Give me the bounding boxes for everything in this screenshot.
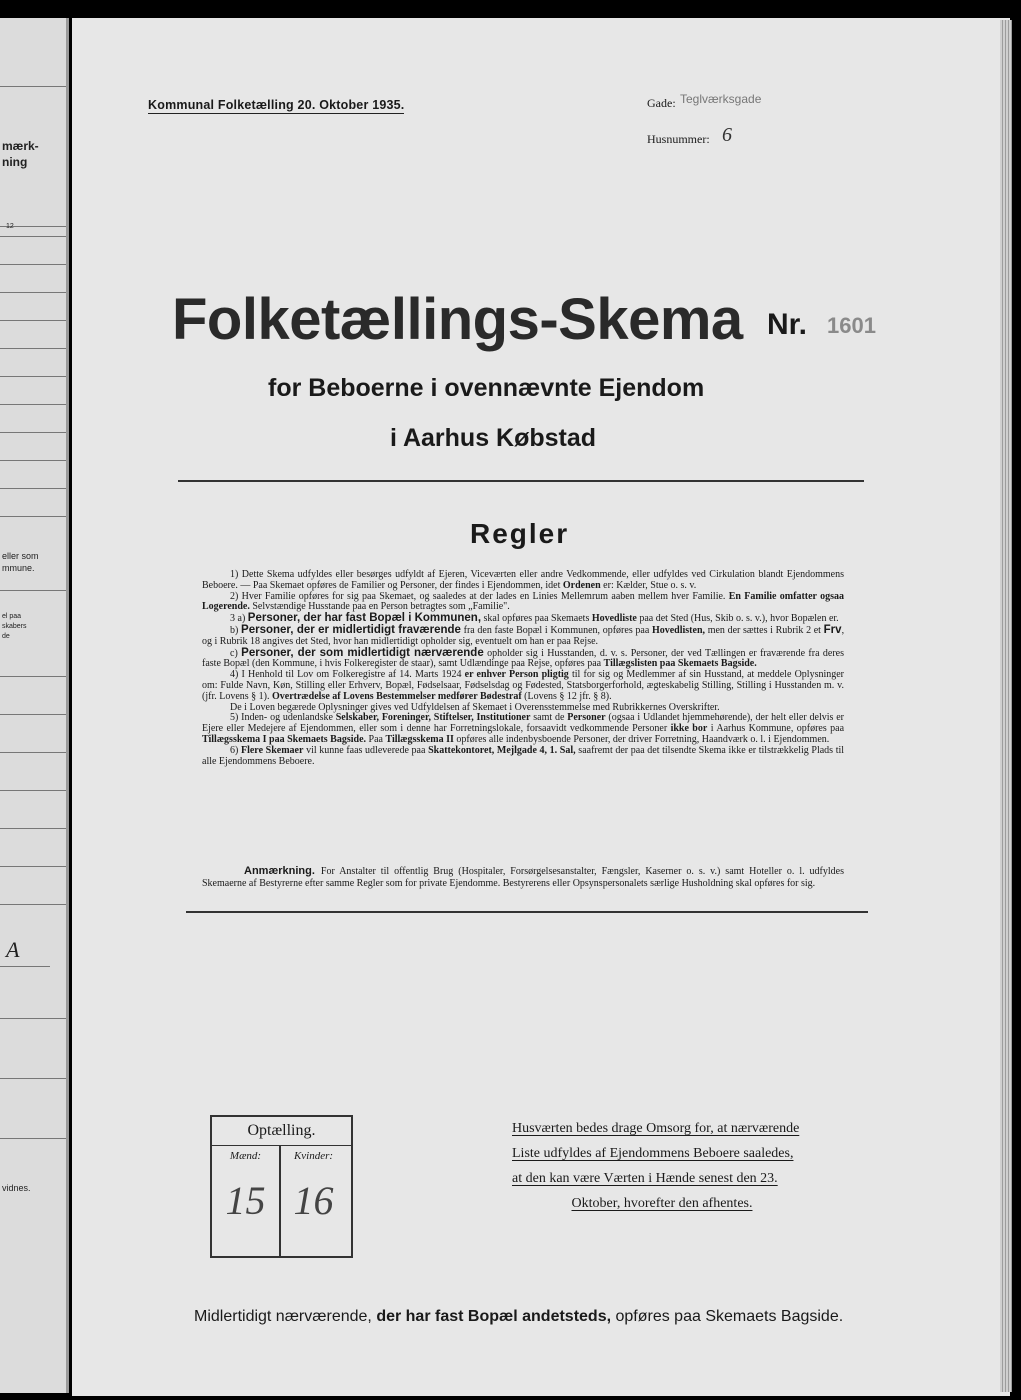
left-page-fragment: skabers	[2, 623, 27, 630]
landlord-notice	[512, 1116, 852, 1216]
women-count: 16	[293, 1178, 334, 1223]
rule-6: 6) Flere Skemaer vil kunne faas udleverede paa Skattekontoret, Mejlgade 4, 1. Sal, saafremt der paa det tilsendte Skema ikke er tilstrækkelig Plads til alle Ejendommens Beboere.	[202, 744, 845, 767]
left-page-fragment: vidnes.	[2, 1183, 31, 1193]
men-count: 15	[225, 1178, 266, 1223]
rule-3b: b) Personer, der er midlertidigt fraværende fra den faste Bopæl i Kommunen, opføres paa Hovedlisten, men der sættes i Rubrik 2 et Frv, og i Rubrik 18 angives det Sted, hvor han midlertidigt opholder sig, eventuelt om han er paa Rejse.	[202, 623, 845, 647]
left-page-rule	[0, 714, 66, 715]
rule-4-sub: De i Loven begærede Oplysninger gives ved Udfyldelsen af Skemaet i Overensstemmelse med Rubrikkernes Overskrifter.	[230, 701, 720, 713]
rules-body	[202, 570, 844, 767]
left-facing-page	[0, 18, 69, 1393]
left-page-rule	[0, 1138, 66, 1139]
left-page-fragment: mærk-	[2, 139, 39, 153]
rule-3c: c) Personer, der som midlertidigt nærværende opholder sig i Husstanden, d. v. s. Personer, der ved Tællingen er fraværende fra deres faste Bopæl (den Kommune, i hvis Folkeregister de staar), samt Udlændinge paa Rejse, opføres paa Tillægslisten paa Skemaets Bagside.	[202, 646, 845, 670]
left-page-fragment: el paa	[2, 613, 22, 620]
left-page-rule	[0, 460, 66, 461]
divider-top	[178, 480, 864, 482]
count-box	[210, 1115, 353, 1258]
women-label: Kvinder:	[293, 1150, 334, 1162]
remark-note	[202, 866, 844, 889]
left-page-rule	[0, 404, 66, 405]
left-page-rule	[0, 348, 66, 349]
left-page-rule	[0, 1018, 66, 1019]
men-label: Mænd:	[229, 1150, 262, 1162]
form-number-label: Nr.	[767, 308, 808, 341]
census-form-page	[72, 18, 1010, 1396]
left-page-rule	[0, 292, 66, 293]
street-label: Gade:	[647, 96, 676, 110]
house-number-value: 6	[722, 124, 732, 146]
left-page-fragment: eller som	[2, 551, 39, 561]
left-page-rule	[0, 866, 66, 867]
left-page-rule	[0, 904, 66, 905]
left-page-column-number: 12	[6, 223, 14, 230]
remark-text: For Anstalter til offentlig Brug (Hospitaler, Forsørgelsesanstalter, Fængsler, Kaserner o. s. v.) samt Hoteller o. l. udfyldes Skemaerne af Bestyrerne efter samme Regler som for private Ejendomme. Bestyrerens eller Opsynspersonalets særlige Husholdning skal opføres for sig.	[202, 866, 844, 889]
page-stack-edge	[1000, 20, 1012, 1392]
rule-1: 1) Dette Skema udfyldes eller besørges udfyldt af Ejeren, Viceværten eller andre Vedkommende, eller udfyldes ved Cirkulation blandt Ejendommens Beboere. — Paa Skemaet opføres de Familier og Personer, der findes i Ejendommen, idet Ordenen er: Kælder, Stue o. s. v.	[202, 569, 844, 591]
left-page-rule	[0, 590, 66, 591]
rule-4: 4) I Henhold til Lov om Folkeregistre af 14. Marts 1924 er enhver Person pligtig til for sig og Medlemmer af sin Husstand, at meddele Oplysninger om: Fulde Navn, Køn, Stilling eller Erhverv, Bopæl, Fødselsaar, Fødselsdag og Fødested, Statsborgerforhold, ægteskabelig Stilling, Stilling i Husstanden m. v. (jfr. Lovens § 1). Overtrædelse af Lovens Bestemmelser medfører Bødestraf (Lovens § 12 jfr. § 8).	[202, 669, 845, 702]
rule-5: 5) Inden- og udenlandske Selskaber, Foreninger, Stiftelser, Institutioner samt de Personer (ogsaa i Udlandet hjemmehørende), der helt eller delvis er Ejere eller Medejere af Ejendommen, eller som i denne har Forretningslokale, forsaavidt vedkommende Personer ikke bor i Aarhus Kommune, opføres paa Tillægsskema I paa Skemaets Bagside. Paa Tillægsskema II opføres alle indenbysboende Personer, der driver Forretning, Haandværk o. l. i Ejendommen.	[202, 712, 845, 745]
left-page-rule	[0, 236, 66, 237]
landlord-notice-line: Oktober, hvorefter den afhentes.	[571, 1196, 753, 1211]
left-page-rule	[0, 966, 50, 967]
rules-heading: Regler	[470, 518, 570, 549]
census-header: Kommunal Folketælling 20. Oktober 1935.	[148, 98, 405, 112]
form-number-value: 1601	[827, 313, 876, 338]
left-page-rule	[0, 264, 66, 265]
form-subtitle: for Beboerne i ovennævnte Ejendom	[268, 374, 705, 402]
remark-title: Anmærkning.	[244, 865, 315, 877]
left-page-rule	[0, 676, 66, 677]
divider-bottom	[186, 911, 868, 913]
left-page-rule	[0, 86, 66, 87]
left-page-rule	[0, 432, 66, 433]
landlord-notice-line: Liste udfyldes af Ejendommens Beboere saaledes,	[512, 1146, 794, 1161]
landlord-notice-line: at den kan være Værten i Hænde senest den 23.	[512, 1171, 778, 1186]
street-value: Teglværksgade	[680, 92, 762, 106]
house-number-label: Husnummer:	[647, 132, 710, 146]
footer-instruction: Midlertidigt nærværende, der har fast Bopæl andetsteds, opføres paa Skemaets Bagside.	[194, 1308, 844, 1325]
left-page-fragment: mmune.	[2, 563, 35, 573]
left-page-rule	[0, 488, 66, 489]
left-page-rule	[0, 790, 66, 791]
landlord-notice-line: Husværten bedes drage Omsorg for, at nærværende	[512, 1121, 800, 1136]
rule-2: 2) Hver Familie opføres for sig paa Skemaet, og saaledes at der lades en Linies Mellemrum aaben mellem hver Familie. En Familie omfatter ogsaa Logerende. Selvstændige Husstande paa en Person betragtes som „Familie".	[202, 590, 845, 613]
form-title: Folketællings-Skema	[172, 287, 743, 352]
left-page-rule	[0, 828, 66, 829]
left-page-fragment: ning	[2, 155, 28, 169]
form-subtitle-location: i Aarhus Købstad	[390, 424, 597, 452]
left-page-rule	[0, 1078, 66, 1079]
left-page-rule	[0, 320, 66, 321]
left-page-rule	[0, 752, 66, 753]
left-page-fragment: de	[2, 633, 10, 640]
left-page-rule	[0, 516, 66, 517]
count-title: Optælling.	[212, 1117, 351, 1146]
left-page-rule	[0, 376, 66, 377]
rule-3a: 3 a) Personer, der har fast Bopæl i Kommunen, skal opføres paa Skemaets Hovedliste paa det Sted (Hus, Skib o. s. v.), hvor Bopælen er.	[230, 612, 839, 625]
left-page-signature-mark: A	[6, 937, 20, 962]
